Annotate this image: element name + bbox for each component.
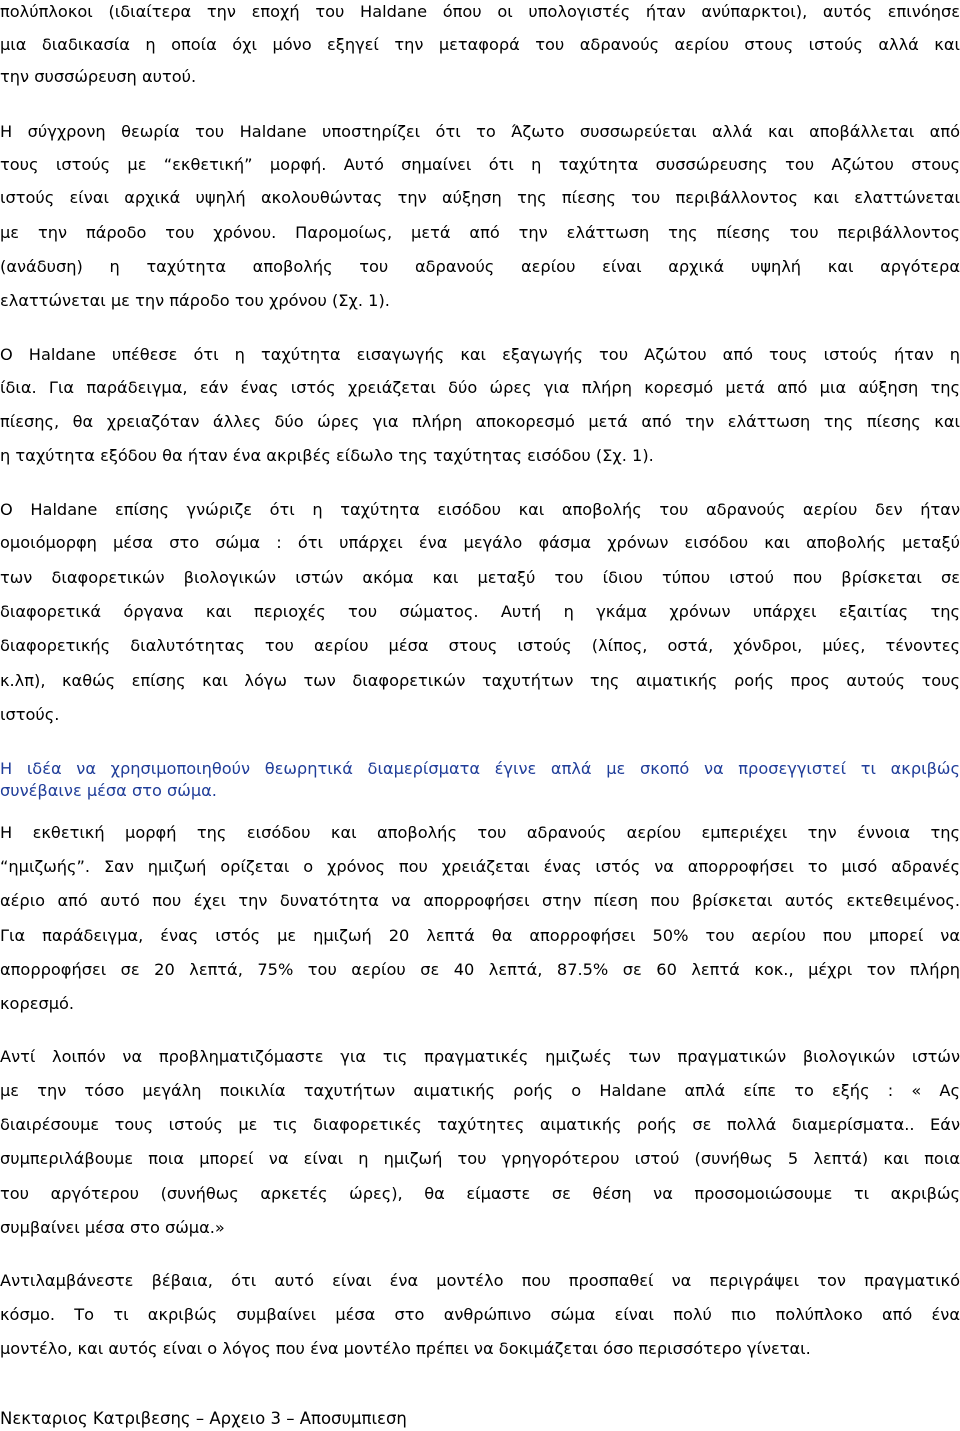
text-line: τους ιστούς με “εκθετική” μορφή. Αυτό σημαίνει ότι η ταχύτητα συσσώρευσης του Αζώτου στους — [0, 155, 960, 174]
text-line: κ.λπ), καθώς επίσης και λόγω των διαφορετικών ταχυτήτων της αιματικής ροής προς αυτούς τους — [0, 671, 960, 690]
text-line: πίεσης, θα χρειαζόταν άλλες δύο ώρες για πλήρη αποκορεσμό μετά από την ελάττωση της πίεσης και — [0, 412, 960, 431]
text-line: η ταχύτητα εξόδου θα ήταν ένα ακριβές είδωλο της ταχύτητας εισόδου (Σχ. 1). — [0, 446, 654, 465]
text-line: ελαττώνεται με την πάροδο του χρόνου (Σχ. 1). — [0, 291, 390, 310]
text-line: με την τόσο μεγάλη ποικιλία ταχυτήτων αιματικής ροής ο Haldane απλά είπε το εξής : « Ας — [0, 1081, 960, 1100]
text-line: κορεσμό. — [0, 994, 75, 1013]
highlight-text-line: συνέβαινε μέσα στο σώμα. — [0, 781, 217, 800]
text-line: Ο Haldane επίσης γνώριζε ότι η ταχύτητα εισόδου και αποβολής του αδρανούς αερίου δεν ήταν — [0, 500, 960, 519]
text-line: Αντί λοιπόν να προβληματιζόμαστε για τις πραγματικές ημιζωές των πραγματικών βιολογικών ιστών — [0, 1047, 960, 1066]
text-line: με την πάροδο του χρόνου. Παρομοίως, μετά από την ελάττωση της πίεσης του περιβάλλοντος — [0, 223, 960, 242]
text-line: Για παράδειγμα, ένας ιστός με ημιζωή 20 λεπτά θα απορροφήσει 50% του αερίου που μπορεί να — [0, 926, 960, 945]
text-line: των διαφορετικών βιολογικών ιστών ακόμα και μεταξύ του ίδιου τύπου ιστού που βρίσκεται σε — [0, 568, 960, 587]
text-line: ιστούς. — [0, 705, 60, 724]
text-line: συμπεριλάβουμε ποια μπορεί να είναι η ημιζωή του γρηγορότερου ιστού (συνήθως 5 λεπτά) και ποια — [0, 1149, 960, 1168]
text-line: ίδια. Για παράδειγμα, εάν ένας ιστός χρειάζεται δύο ώρες για πλήρη κορεσμό μετά από μια αύξηση της — [0, 378, 960, 397]
text-line: Ο Haldane υπέθεσε ότι η ταχύτητα εισαγωγής και εξαγωγής του Αζώτου από τους ιστούς ήταν η — [0, 345, 960, 364]
text-line: (ανάδυση) η ταχύτητα αποβολής του αδρανούς αερίου είναι αρχικά υψηλή και αργότερα — [0, 257, 960, 276]
text-line: ιστούς είναι αρχικά υψηλή ακολουθώντας την αύξηση της πίεσης του περιβάλλοντος και ελαττώνεται — [0, 188, 960, 207]
text-line: κόσμο. Το τι ακριβώς συμβαίνει μέσα στο ανθρώπινο σώμα είναι πολύ πιο πολύπλοκο από ένα — [0, 1305, 960, 1324]
text-line: “ημιζωής”. Σαν ημιζωή ορίζεται ο χρόνος που χρειάζεται ένας ιστός να απορροφήσει το μισό αδρανές — [0, 857, 960, 876]
text-line: Η εκθετική μορφή της εισόδου και αποβολής του αδρανούς αερίου εμπεριέχει την έννοια της — [0, 823, 960, 842]
text-line: μια διαδικασία η οποία όχι μόνο εξηγεί την μεταφορά του αδρανούς αερίου στους ιστούς αλλά και — [0, 35, 960, 54]
text-line: συμβαίνει μέσα στο σώμα.» — [0, 1218, 225, 1237]
text-line: αέριο από αυτό που έχει την δυνατότητα να απορροφήσει στην πίεση που βρίσκεται αυτός εκτεθειμένος. — [0, 891, 960, 910]
text-line: ομοιόμορφη μέσα στο σώμα : ότι υπάρχει ένα μεγάλο φάσμα χρόνων εισόδου και αποβολής μεταξύ — [0, 533, 960, 552]
text-line: διαιρέσουμε τους ιστούς με τις διαφορετικές ταχύτητες αιματικής ροής σε πολλά διαμερίσματα.. Εάν — [0, 1115, 960, 1134]
text-line: Η σύγχρονη θεωρία του Haldane υποστηρίζει ότι το Άζωτο συσσωρεύεται αλλά και αποβάλλεται από — [0, 122, 960, 141]
page-footer: Νεκταριος Κατριβεσης – Αρχειο 3 – Αποσυμπιεση — [0, 1409, 407, 1428]
text-line: διαφορετικής διαλυτότητας του αερίου μέσα στους ιστούς (λίπος, οστά, χόνδροι, μύες, τένοντες — [0, 636, 960, 655]
text-line: διαφορετικά όργανα και περιοχές του σώματος. Αυτή η γκάμα χρόνων υπάρχει εξαιτίας της — [0, 602, 960, 621]
text-line: μοντέλο, και αυτός είναι ο λόγος που ένα μοντέλο πρέπει να δοκιμάζεται όσο περισσότερο γίνεται. — [0, 1339, 811, 1358]
highlight-text-line: Η ιδέα να χρησιμοποιηθούν θεωρητικά διαμερίσματα έγινε απλά με σκοπό να προσεγγιστεί τι ακριβώς — [0, 759, 960, 778]
text-line: του αργότερου (συνήθως αρκετές ώρες), θα είμαστε σε θέση να προσομοιώσουμε τι ακριβώς — [0, 1184, 960, 1203]
text-line: πολύπλοκοι (ιδιαίτερα την εποχή του Haldane όπου οι υπολογιστές ήταν ανύπαρκτοι), αυτός επινόησε — [0, 2, 960, 21]
text-line: απορροφήσει σε 20 λεπτά, 75% του αερίου σε 40 λεπτά, 87.5% σε 60 λεπτά κοκ., μέχρι τον πλήρη — [0, 960, 960, 979]
text-line: Αντιλαμβάνεστε βέβαια, ότι αυτό είναι ένα μοντέλο που προσπαθεί να περιγράψει τον πραγματικό — [0, 1271, 960, 1290]
text-line: την συσσώρευση αυτού. — [0, 67, 197, 86]
